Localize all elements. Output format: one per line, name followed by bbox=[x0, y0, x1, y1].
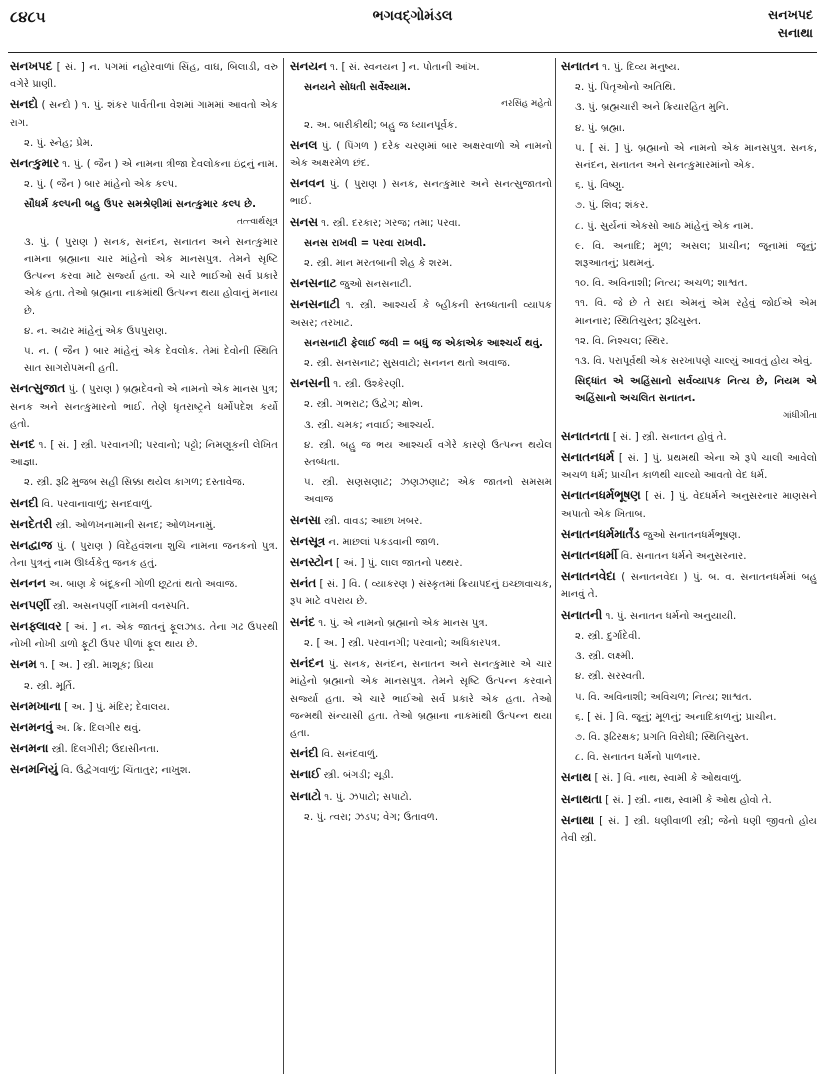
sense-text: ૨. [ અ. ] સ્ત્રી. પરવાનગી; પરવાનો; અધિકારપત્ર. bbox=[304, 637, 501, 649]
sense-line bbox=[561, 238, 817, 272]
definition-text: ૧. [ અ. ] સ્ત્રી. માશૂક; પ્રિયા bbox=[36, 660, 154, 672]
definition-text: ૧. સ્ત્રી. દરકાર; ગરજ; તમા; પરવા. bbox=[317, 217, 461, 229]
dictionary-entry bbox=[10, 618, 278, 653]
headword: સનાથ bbox=[561, 770, 592, 785]
example-source: ગાંધીગીતા bbox=[782, 410, 817, 421]
definition-text: [ સં. ] સ્ત્રી. ધણીવાળી સ્ત્રી; જેનો ધણી જીવતો હોય તેવી સ્ત્રી. bbox=[561, 815, 817, 844]
sense-line bbox=[290, 437, 552, 471]
headword: સનદ bbox=[10, 437, 35, 452]
sense-line bbox=[290, 474, 552, 508]
definition-text: ૧. [ સં. સ્વનયન ] ન. પોતાની આંખ. bbox=[326, 62, 480, 73]
sense-line bbox=[10, 343, 278, 377]
sense-line bbox=[561, 729, 817, 746]
dictionary-entry bbox=[10, 155, 278, 173]
example-quote bbox=[290, 235, 552, 252]
sense-line bbox=[561, 197, 817, 214]
definition-text: [ સં. ] સ્ત્રી. સનાતન હોવું તે. bbox=[609, 431, 727, 443]
definition-text: સ્ત્રી. વાવડ; આછા ખબર. bbox=[320, 515, 423, 527]
definition-text: ૧. પું. દિવ્ય મનુષ્ય. bbox=[598, 62, 680, 73]
dictionary-entry bbox=[290, 137, 552, 172]
definition-text: વિ. સનાતન ધર્મને અનુસરનાર. bbox=[617, 551, 747, 563]
headword: સનપર્ણી bbox=[10, 597, 50, 612]
sense-line bbox=[561, 177, 817, 194]
headword: સનાથતા bbox=[561, 791, 602, 806]
example-source: નરસિંહ મહેતો bbox=[501, 99, 552, 110]
sense-text: ૫. [ સં. ] પું. બ્રહ્માનો એ નામનો એક માનસપુત્ર. સનક, સનંદન, સનાતન અને સનત્કુમારમાંનો એક. bbox=[575, 142, 817, 172]
column-2 bbox=[290, 58, 552, 1078]
sense-line bbox=[561, 99, 817, 116]
definition-text: [ અં. ] પું. લાલ જાતનો પથ્થર. bbox=[332, 558, 463, 570]
headword: સનાતનધર્મભૂષણ bbox=[561, 488, 641, 503]
definition-text: ૧. પું. એ નામનો બ્રહ્માનો એક માનસ પુત્ર. bbox=[314, 617, 488, 629]
sense-line bbox=[561, 218, 817, 235]
sense-text: ૨. સ્ત્રી. દુર્ગાદેવી. bbox=[575, 630, 641, 642]
definition-text: [ સં. ] વિ. ( વ્યાકરણ ) સંસ્કૃતમાં ક્રિયાપદનું ઇચ્છાવાચક, રૂપ માટે વપરાય છે. bbox=[290, 579, 552, 608]
definition-text: [ સં. ] પું. પ્રથમથી એના એ રૂપે ચાલી આવેલો અચળ ધર્મ; પ્રાચીન કાળથી ચાલ્યો આવતો વેદ ધર્મ. bbox=[561, 453, 817, 482]
sense-line bbox=[561, 120, 817, 137]
dictionary-entry bbox=[10, 597, 278, 615]
headword: સનસ bbox=[290, 214, 318, 229]
sense-text: ૧૦. વિ. અવિનાશી; નિત્ય; અચળ; શાશ્વત. bbox=[575, 278, 748, 290]
sense-text: ૪. સ્ત્રી. સરસ્વતી. bbox=[575, 671, 646, 683]
sense-line bbox=[10, 474, 278, 491]
dictionary-entry bbox=[10, 656, 278, 674]
dictionary-entry bbox=[10, 495, 278, 513]
definition-text: પું. ( પુરાણ ) બ્રહ્મદેવનો એ નામનો એક માનસ પુત્ર; સનક અને સનત્કુમારનો ભાઈ. તેણે ધૃતરાષ્ટ્રને ધર્મોપદેશ કર્યો હતો. bbox=[10, 384, 278, 430]
sense-text: ૯. વિ. અનાદિ; મૂળ; અસલ; પ્રાચીન; જૂનામાં જૂનું; શરૂઆતનું; પ્રથમનું. bbox=[575, 240, 817, 270]
sense-text: ૫. ન. ( જૈન ) બાર માંહેનું એક દેવલોક. તેમાં દેવોની સ્થિતિ સાત સાગરોપમની હતી. bbox=[24, 346, 278, 375]
headword: સનયન bbox=[290, 59, 327, 73]
headword: સનાતનવેદા bbox=[561, 569, 616, 584]
dictionary-entry bbox=[561, 769, 817, 787]
dictionary-entry bbox=[10, 698, 278, 716]
sense-text: ૨. સ્ત્રી. ગભરાટ; ઉદ્વેગ; ક્ષોભ. bbox=[304, 399, 424, 411]
dictionary-entry bbox=[290, 175, 552, 210]
dictionary-entry bbox=[10, 516, 278, 534]
headword: સનસનાટ bbox=[290, 276, 337, 291]
headword: સનાતનધર્મ bbox=[561, 450, 615, 465]
definition-text: ૧. પું. સનાતન ધર્મનો અનુયાયી. bbox=[602, 610, 737, 622]
column-divider bbox=[283, 58, 284, 1074]
sense-text: ૮. પું. સુર્યનાં એકસો આઠ માંહેનું એક નામ. bbox=[575, 220, 754, 232]
column-3 bbox=[561, 58, 817, 1078]
dictionary-entry bbox=[290, 275, 552, 293]
guide-words bbox=[768, 6, 813, 42]
dictionary-entry bbox=[10, 740, 278, 758]
sense-text: ૨. સ્ત્રી. રૂઢિ મુજબ સહી સિક્કા થયેલ કાગળ; દસ્તાવેજ. bbox=[24, 477, 246, 489]
sense-line bbox=[561, 140, 817, 174]
headword: સનાટો bbox=[290, 788, 322, 803]
definition-text: [ અં. ] ન. એક જાતનું ફૂલઝાડ. તેના ગઢ ઉપરથી નોખી નોખી ડાળો ફૂટી ઉપર પીળાં ફૂલ થાય છે. bbox=[10, 621, 278, 651]
definition-text: અ. ક્રિ. દિલગીર થવું. bbox=[52, 722, 142, 734]
headword: સનાતનધર્મમાર્તંડ bbox=[561, 526, 640, 541]
sense-text: ૫. વિ. અવિનાશી; અવિચળ; નિત્ય; શાશ્વત. bbox=[575, 691, 752, 703]
sense-text: ૭. વિ. રૂઢિરક્ષક; પ્રગતિ વિરોધી; સ્થિતિચુસ્ત. bbox=[575, 731, 749, 743]
definition-text: [ અ. ] પું. મંદિર; દેવાલય. bbox=[60, 701, 170, 713]
sense-text: ૪. પું. બ્રહ્મા. bbox=[575, 122, 626, 134]
sense-line bbox=[561, 648, 817, 665]
sense-text: ૨. અ. બારીકીથી; બહુ જ ધ્યાનપૂર્વક. bbox=[304, 119, 458, 131]
example-quote bbox=[290, 79, 552, 113]
sense-text: ૨. પું. સ્નેહ; પ્રેમ. bbox=[24, 137, 94, 149]
headword: સનાઈ bbox=[290, 767, 321, 782]
header-rule bbox=[8, 52, 817, 53]
dictionary-entry bbox=[10, 719, 278, 737]
headword: સનાતન bbox=[561, 59, 599, 73]
headword: સનલ bbox=[290, 137, 318, 152]
headword: સનમનવું bbox=[10, 719, 53, 734]
headword: સનત્કુમાર bbox=[10, 156, 59, 171]
headword: સનદ્વાજ bbox=[10, 538, 52, 553]
dictionary-entry bbox=[561, 607, 817, 625]
dictionary-entry bbox=[290, 58, 552, 76]
sense-text: ૨. સ્ત્રી. સનસનાટ; સુસવાટો; સનનન થતો અવાજ. bbox=[304, 358, 511, 370]
definition-text: પું. સનક, સનંદન, સનાતન અને સનત્કુમાર એ ચાર માંહેનો બ્રહ્માનો એક માનસપુત્ર. તેમને સૃષ્ટિ ઉત્પન્ન કરવાને સર્જ્યા હતા. એ ચારે ભાઈઓ સર્વ પ્રકારે એક હતા. તેઓ જન્મથી સંન્યાસી હતા. તેઓ બ્રહ્માના નાકમાંથી ઉત્પન્ન થયા હતા. bbox=[290, 659, 552, 739]
headword: સનંદન bbox=[290, 656, 324, 671]
headword: સનનન bbox=[10, 576, 46, 591]
sense-text: ૨. પું. પિતૃઓનો અતિથિ. bbox=[575, 82, 676, 94]
headword: સનાતની bbox=[561, 607, 603, 622]
headword: સનખપદ bbox=[10, 59, 53, 73]
sense-line bbox=[561, 668, 817, 685]
dictionary-entry bbox=[561, 487, 817, 522]
headword: સનાથા bbox=[561, 812, 595, 827]
headword: સનંત bbox=[290, 576, 317, 591]
dictionary-entry bbox=[561, 526, 817, 544]
headword: સનમખાના bbox=[10, 698, 61, 713]
example-text: સૌધર્મ કલ્પની બહુ ઉપર સમશ્રેણીમાં સનત્કુમાર કલ્પ છે. bbox=[24, 199, 256, 211]
definition-text: સ્ત્રી. બંગડી; ચૂડી. bbox=[320, 770, 394, 782]
sense-text: ૨. પું. ( જૈન ) બાર માંહેનો એક કલ્પ. bbox=[24, 179, 178, 191]
headword: સનમ bbox=[10, 657, 37, 672]
headword: સનાતનધર્મી bbox=[561, 548, 618, 563]
headword: સનદેતરી bbox=[10, 516, 53, 531]
headword: સનવન bbox=[290, 176, 325, 191]
dictionary-entry bbox=[561, 547, 817, 565]
definition-text: જુઓ સનસનાટી. bbox=[336, 279, 412, 291]
sense-line bbox=[561, 295, 817, 329]
sense-line bbox=[561, 333, 817, 350]
sense-line bbox=[561, 689, 817, 706]
dictionary-entry bbox=[10, 537, 278, 572]
headword: સનસનાટી bbox=[290, 297, 340, 312]
definition-text: ૧. પું. ( જૈન ) એ નામના ત્રીજા દેવલોકના ઇંદ્રનું નામ. bbox=[58, 159, 278, 171]
sense-line bbox=[290, 635, 552, 652]
dictionary-entry bbox=[561, 791, 817, 809]
column-1 bbox=[10, 58, 278, 1078]
definition-text: [ સં. ] પું. વેદધર્મને અનુસરનાર માણસને અપાતો એક ખિતાબ. bbox=[561, 491, 817, 520]
definition-text: ૧. સ્ત્રી. આશ્ચર્ય કે બ્હીકની સ્તબ્ધતાની વ્યાપક અસર; તરખાટ. bbox=[290, 300, 552, 329]
example-quote bbox=[561, 373, 817, 425]
headword: સનસની bbox=[290, 376, 331, 391]
sense-text: ૧૨. વિ. નિશ્ચલ; સ્થિર. bbox=[575, 335, 669, 347]
definition-text: પું. ( પુરાણ ) સનક, સનત્કુમાર અને સનત્સુજાતનો ભાઈ. bbox=[290, 179, 552, 208]
headword: સનસૂત્ર bbox=[290, 533, 326, 548]
dictionary-entry bbox=[290, 512, 552, 530]
definition-text: [ સં. ] વિ. નાથ, સ્વામી કે ઓથવાળું. bbox=[591, 773, 742, 785]
sense-text: ૧૩. વિ. પરાપૂર્વથી એક સરખાપણે ચાલ્યું આવતું હોય એવું. bbox=[575, 356, 813, 368]
sense-line bbox=[10, 323, 278, 340]
definition-text: જુઓ સનાતનધર્મભૂષણ. bbox=[639, 529, 741, 541]
definition-text: [ સં. ] સ્ત્રી. નાથ, સ્વામી કે ઓથ હોવો તે. bbox=[602, 794, 772, 806]
headword: સનસ્ટોન bbox=[290, 555, 333, 570]
sense-line bbox=[561, 628, 817, 645]
dictionary-entry bbox=[290, 745, 552, 763]
page-header bbox=[0, 0, 825, 50]
example-text: સનસ રાખવી = પરવા રાખવી. bbox=[304, 237, 427, 249]
definition-text: સ્ત્રી. દિલગીરી; ઉદાસીનતા. bbox=[48, 744, 160, 756]
dictionary-entry bbox=[561, 58, 817, 76]
dictionary-entry bbox=[10, 436, 278, 471]
dictionary-entry bbox=[290, 614, 552, 632]
sense-line bbox=[10, 176, 278, 193]
sense-text: ૪. સ્ત્રી. બહુ જ ભય આશ્ચર્ય વગેરે કારણે ઉત્પન્ન થયેલ સ્તબ્ધતા. bbox=[304, 439, 552, 469]
definition-text: પું. ( પિંગળ ) દરેક ચરણમાં બાર અક્ષરવાળો એ નામનો એક અક્ષરમેળ છંદ. bbox=[290, 140, 552, 170]
dictionary-entry bbox=[10, 761, 278, 779]
guide-word-first: સનખપદ bbox=[768, 7, 813, 22]
dictionary-entry bbox=[561, 428, 817, 446]
definition-text: વિ. સનંદવાળું. bbox=[318, 749, 379, 761]
book-title: ભગવદ્ગોમંડલ bbox=[372, 8, 453, 24]
headword: સનદી bbox=[10, 495, 39, 510]
sense-line bbox=[290, 117, 552, 134]
definition-text: અ. બાણ કે બંદૂકની ગોળી છૂટતાં થતો અવાજ. bbox=[45, 579, 238, 591]
headword: સનમના bbox=[10, 741, 49, 756]
headword: સનસા bbox=[290, 512, 321, 527]
sense-text: ૨. સ્ત્રી. મૂર્તિ. bbox=[24, 680, 76, 692]
sense-text: ૭. પું. શિવ; શંકર. bbox=[575, 200, 649, 212]
sense-text: ૬. પું. વિષ્ણુ. bbox=[575, 180, 625, 192]
sense-text: ૩. પું. ( પુરાણ ) સનક, સનંદન, સનાતન અને સનત્કુમાર નામના બ્રહ્માના ચાર માંહેનો એક માનસપુત્ર. તેમને સૃષ્ટિ ઉત્પન્ન કરવા માટે સર્જ્યા હતા. એ ચારે ભાઈઓ સર્વ પ્રકારે એક હતા. તેઓ બ્રહ્માના નાકમાંથી ઉત્પન્ન થયા હોવાનું મનાય છે. bbox=[24, 236, 278, 317]
headword: સનંદ bbox=[290, 614, 315, 629]
sense-line bbox=[10, 678, 278, 695]
definition-text: પું. ( પુરાણ ) વિદેહવંશના શુચિ નામના જનકનો પુત્ર. તેના પુત્રનું નામ ઊર્ધ્વકેતુ જનક હતું. bbox=[10, 541, 278, 570]
page-number: ૮૪૮૫ bbox=[10, 8, 46, 26]
sense-text: ૧૧. વિ. જે છે તે સદા એમનું એમ રહેવું જોઈએ એમ માનનાર; સ્થિતિચુસ્ત; રૂઢિચુસ્ત. bbox=[575, 298, 817, 327]
sense-line bbox=[561, 79, 817, 96]
sense-text: ૩. સ્ત્રી. લક્ષ્મી. bbox=[575, 651, 635, 663]
dictionary-entry bbox=[290, 296, 552, 331]
example-quote bbox=[290, 335, 552, 352]
dictionary-entry bbox=[10, 58, 278, 93]
dictionary-entry bbox=[290, 375, 552, 393]
dictionary-entry bbox=[290, 575, 552, 610]
dictionary-entry bbox=[561, 568, 817, 603]
dictionary-entry bbox=[561, 449, 817, 484]
sense-line bbox=[290, 255, 552, 272]
sense-text: ૩. સ્ત્રી. ચમક; નવાઈ; આશ્ચર્ય. bbox=[304, 419, 435, 431]
dictionary-entry bbox=[290, 554, 552, 572]
sense-line bbox=[290, 809, 552, 826]
dictionary-entry bbox=[10, 575, 278, 593]
dictionary-entry bbox=[290, 214, 552, 232]
headword: સનાતનતા bbox=[561, 428, 610, 443]
sense-line bbox=[561, 353, 817, 370]
dictionary-entry bbox=[290, 533, 552, 551]
dictionary-entry bbox=[561, 812, 817, 847]
sense-line bbox=[290, 396, 552, 413]
sense-text: ૫. સ્ત્રી. સણસણાટ; ઝણઝણાટ; એક જાતનો સમસમ અવાજ bbox=[304, 477, 552, 506]
sense-text: ૬. [ સં. ] વિ. જૂનું; મૂળનું; અનાદિકાળનું; પ્રાચીન. bbox=[575, 711, 777, 723]
guide-word-last: સનાથા bbox=[777, 25, 813, 40]
definition-text: ન. માછલાં પકડવાની જાળ. bbox=[325, 536, 440, 548]
sense-line bbox=[10, 234, 278, 320]
definition-text: ( સન્દો ) ૧. પું. શંકર પાર્વતીના વેશમાં ગામમાં આવતો એક રાગ. bbox=[10, 100, 278, 129]
headword: સનફ્લાવર bbox=[10, 618, 62, 633]
sense-line bbox=[290, 355, 552, 372]
definition-text: વિ. ઉદ્વેગવાળું; ચિંતાતુર; નાખુશ. bbox=[57, 765, 191, 777]
headword: સનમનિયું bbox=[10, 762, 58, 777]
example-text: સિદ્ધાંત એ અહિંસાનો સર્વવ્યાપક નિત્ય છે, નિયમ એ અહિંસાનો અચલિત સનાતન. bbox=[575, 376, 817, 405]
definition-text: વિ. પરવાનાવાળું; સનદવાળું. bbox=[38, 498, 153, 510]
example-text: સનયને સોધતી સર્વેશ્યામ. bbox=[304, 82, 411, 94]
definition-text: ૧. સ્ત્રી. ઉશ્કેરણી. bbox=[330, 379, 405, 391]
dictionary-entry bbox=[10, 96, 278, 131]
headword: સનદો bbox=[10, 97, 38, 112]
example-quote bbox=[10, 196, 278, 230]
headword: સનંદી bbox=[290, 746, 319, 761]
sense-line bbox=[10, 135, 278, 152]
sense-text: ૨. પું. ત્વરા; ઝડપ; વેગ; ઉતાવળ. bbox=[304, 811, 439, 823]
example-source: તત્ત્વાર્થસૂત્ર bbox=[236, 216, 278, 227]
definition-text: ( સનાતનવેદા ) પું. બ. વ. સનાતનધર્મમાં બહુ માનવું તે. bbox=[561, 572, 817, 601]
example-text: સનસનાટી ફેલાઈ જવી = બધું જ એકાએક આશ્ચર્ય થવું. bbox=[304, 337, 543, 349]
dictionary-entry bbox=[290, 655, 552, 742]
definition-text: ૧. પું. ઝપાટો; સપાટો. bbox=[321, 791, 412, 803]
sense-line bbox=[290, 417, 552, 434]
sense-line bbox=[561, 275, 817, 292]
headword: સનત્સુજાત bbox=[10, 381, 66, 396]
definition-text: સ્ત્રી. અસનપર્ણી નામની વનસ્પતિ. bbox=[49, 600, 190, 612]
sense-line bbox=[561, 749, 817, 766]
dictionary-entry bbox=[290, 766, 552, 784]
dictionary-entry bbox=[10, 380, 278, 433]
sense-line bbox=[561, 709, 817, 726]
dictionary-entry bbox=[290, 788, 552, 806]
sense-text: ૩. પું. બ્રહ્મચારી અને ક્રિયારહિત મુનિ. bbox=[575, 102, 729, 114]
definition-text: [ સં. ] ન. પગમાં નહોરવાળાં સિંહ, વાઘ, બિલાડી, વરુ વગેરે પ્રાણી. bbox=[10, 62, 278, 91]
sense-text: ૨. સ્ત્રી. માન મરતબાની શેહ કે શરમ. bbox=[304, 258, 453, 270]
sense-text: ૪. ન. અઢાર માંહેનું એક ઉપપુરાણ. bbox=[24, 325, 168, 337]
column-divider bbox=[555, 58, 556, 1074]
sense-text: ૮. વિ. સનાતન ધર્મનો પાળનાર. bbox=[575, 752, 701, 764]
definition-text: ૧. [ સં. ] સ્ત્રી. પરવાનગી; પરવાનો; પટ્ટો; નિમણૂકની લેખિત આજ્ઞા. bbox=[10, 440, 278, 469]
definition-text: સ્ત્રી. ઓળખનામાની સનદ; ઓળખનામું. bbox=[52, 519, 216, 531]
